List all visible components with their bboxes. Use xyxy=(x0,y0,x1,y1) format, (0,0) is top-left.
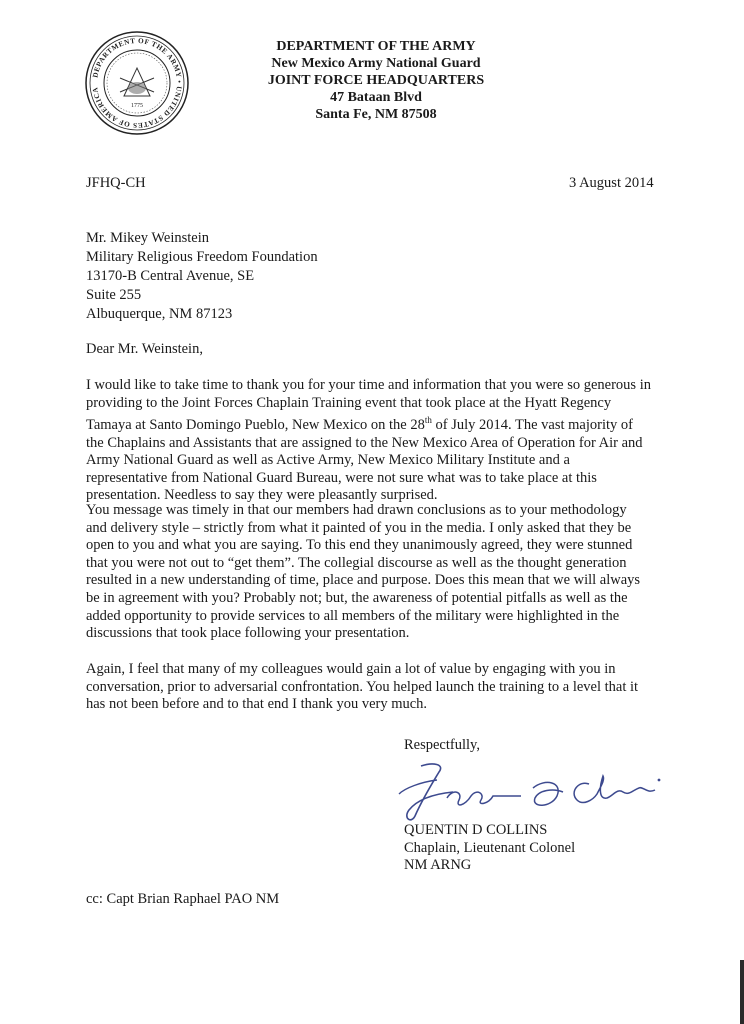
signer-name: QUENTIN D COLLINS xyxy=(404,822,548,838)
letterhead xyxy=(236,38,516,123)
handwritten-signature xyxy=(393,758,673,828)
svg-text:DEPARTMENT OF THE ARMY • UNITE: DEPARTMENT OF THE ARMY • UNITED STATES OF AMERICA xyxy=(91,36,184,130)
signature-block xyxy=(404,822,575,875)
letterhead-street: 47 Bataan Blvd xyxy=(330,90,422,105)
recipient-address xyxy=(86,229,318,324)
signer-title: Chaplain, Lieutenant Colonel xyxy=(404,839,576,856)
letter-date: 3 August 2014 xyxy=(569,175,654,191)
paragraph-3: Again, I feel that many of my colleagues would gain a lot of value by engaging with you in conversation, prior to adversarial confrontation. You helped launch the training to a level that it has not been before and to that end I thank you very much. xyxy=(86,661,639,713)
paragraph-1: I would like to take time to thank you for your time and information that you were so generous in providing to the Joint Forces Chaplain Training event that took place at the Hyatt Regency Tamaya at Santo Domingo Pueblo, New Mexico on the 28th of July 2014. The vast majority of the Chaplains and Assistants that are assigned to the New Mexico Area of Operation for Air and Army National Guard as well as Active Army, New Mexico Military Institute and a representative from National Guard Bureau, were not sure what was to take place at this presentation. Needless to say they were pleasantly surprised. xyxy=(86,377,651,504)
letterhead-guard: New Mexico Army National Guard xyxy=(271,56,481,71)
recipient-name: Mr. Mikey Weinstein xyxy=(86,230,210,246)
letterhead-department: DEPARTMENT OF THE ARMY xyxy=(276,39,476,54)
recipient-org: Military Religious Freedom Foundation xyxy=(86,249,318,265)
letterhead-hq: JOINT FORCE HEADQUARTERS xyxy=(267,73,485,88)
scan-edge-mark xyxy=(740,960,744,1024)
closing: Respectfully, xyxy=(404,737,480,753)
army-seal-icon xyxy=(84,30,190,136)
recipient-street: 13170-B Central Avenue, SE xyxy=(86,268,255,284)
cc-line: cc: Capt Brian Raphael PAO NM xyxy=(86,891,280,907)
office-symbol: JFHQ-CH xyxy=(86,175,146,191)
salutation: Dear Mr. Weinstein, xyxy=(86,341,203,357)
svg-text:1775: 1775 xyxy=(131,103,143,109)
recipient-city: Albuquerque, NM 87123 xyxy=(86,306,233,322)
paragraph-2: You message was timely in that our members had drawn conclusions as to your methodology and delivery style – strictly from what it painted of you in the media. I only asked that they be open to you and what you are saying. To this end they unanimously agreed, they were stunned that you were not out to “get them”. The collegial discourse as well as the thought generation resulted in a new understanding of time, place and purpose. Does this mean that we will always be in agreement with you? Probably not; but, the awareness of potential pitfalls as well as the added opportunity to provide services to all members of the military were highlighted in the discussions that took place following your presentation. xyxy=(86,502,641,642)
letterhead-city: Santa Fe, NM 87508 xyxy=(315,107,437,122)
signer-unit: NM ARNG xyxy=(404,857,472,873)
recipient-suite: Suite 255 xyxy=(86,287,142,303)
